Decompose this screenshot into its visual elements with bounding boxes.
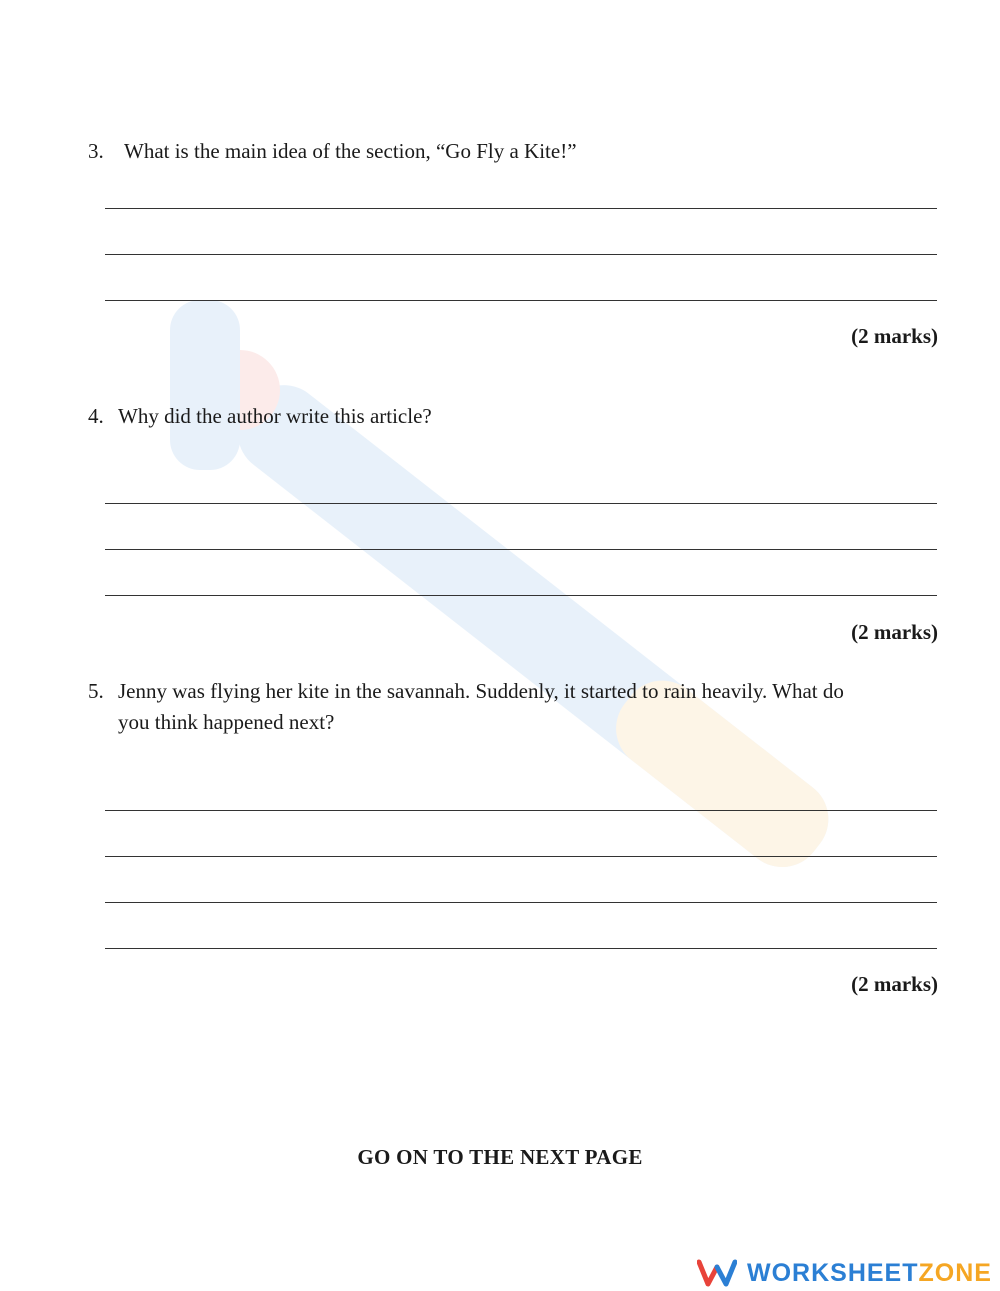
question-5-marks: (2 marks) bbox=[851, 972, 938, 996]
question-4-text: Why did the author write this article? bbox=[118, 404, 432, 428]
answer-line[interactable] bbox=[105, 948, 937, 949]
answer-line[interactable] bbox=[105, 902, 937, 903]
question-3-marks: (2 marks) bbox=[851, 324, 938, 348]
worksheetzone-logo[interactable] bbox=[697, 1256, 992, 1290]
answer-line[interactable] bbox=[105, 549, 937, 550]
logo-w-icon bbox=[697, 1259, 737, 1287]
answer-line[interactable] bbox=[105, 856, 937, 857]
question-4-number: 4. bbox=[88, 404, 104, 428]
answer-line[interactable] bbox=[105, 503, 937, 504]
logo-text-zone: ZONE bbox=[918, 1258, 992, 1287]
question-5-text-line1: Jenny was flying her kite in the savannah. Suddenly, it started to rain heavily. What do bbox=[118, 679, 844, 703]
watermark-graphic bbox=[130, 280, 930, 980]
answer-line[interactable] bbox=[105, 810, 937, 811]
next-page-instruction: GO ON TO THE NEXT PAGE bbox=[357, 1145, 643, 1169]
logo-text-worksheet: WORKSHEET bbox=[747, 1258, 919, 1287]
answer-line[interactable] bbox=[105, 254, 937, 255]
answer-line[interactable] bbox=[105, 300, 937, 301]
logo-text bbox=[747, 1259, 992, 1288]
question-5-number: 5. bbox=[88, 679, 104, 703]
question-5-text-line2: you think happened next? bbox=[118, 710, 335, 734]
answer-line[interactable] bbox=[105, 595, 937, 596]
question-3-text: What is the main idea of the section, “Go Fly a Kite!” bbox=[124, 139, 577, 163]
answer-line[interactable] bbox=[105, 208, 937, 209]
question-3-number: 3. bbox=[88, 139, 104, 163]
question-4-marks: (2 marks) bbox=[851, 620, 938, 644]
